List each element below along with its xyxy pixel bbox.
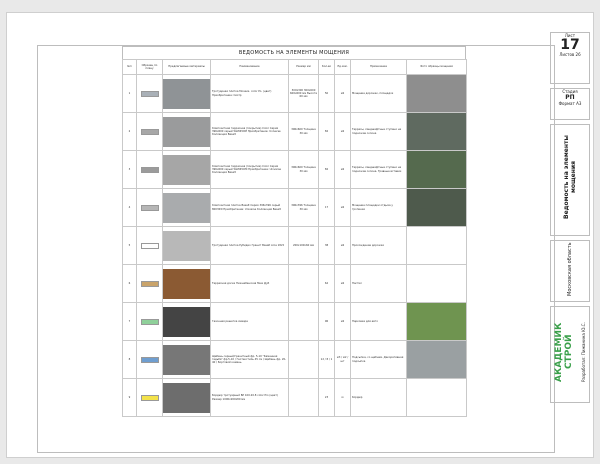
quantity: 62 <box>319 265 335 303</box>
row-number: 8 <box>123 341 137 379</box>
plan-swatch <box>141 205 159 211</box>
row-number: 6 <box>123 265 137 303</box>
plan-swatch-cell <box>137 151 163 189</box>
material-size <box>289 379 319 417</box>
paving-photo <box>407 151 466 188</box>
company-logo: АКАДЕМИК СТРОЙ <box>553 322 574 382</box>
material-size: 396х600 Толщина 30 мм <box>289 151 319 189</box>
material-sample-image <box>163 383 211 413</box>
row-number: 1 <box>123 75 137 113</box>
material-sample-cell <box>163 379 211 417</box>
note: Настил <box>351 265 407 303</box>
paving-photo-cell <box>407 265 467 303</box>
table-row <box>123 227 467 265</box>
paving-photo-cell <box>407 151 467 189</box>
quantity: 12 / 8 / 1 <box>319 341 335 379</box>
quantity: 23 <box>319 379 335 417</box>
company-cell <box>550 306 590 403</box>
paving-photo-cell <box>407 379 467 417</box>
paving-photo <box>407 75 466 112</box>
table-row <box>123 303 467 341</box>
schedule-table <box>122 59 467 417</box>
unit: м3 / м2 / шт <box>335 341 351 379</box>
table-row <box>123 341 467 379</box>
material-size: 300х300 300х600 600х600 мм Высота 60 мм <box>289 75 319 113</box>
unit: м2 <box>335 303 351 341</box>
quantity: 17 <box>319 189 335 227</box>
header-cell: Наименование <box>211 60 289 75</box>
material-sample-cell <box>163 189 211 227</box>
unit: м2 <box>335 227 351 265</box>
material-name: Тротуарная плитка Мозаик. color Ро. (цвет) Приобретение: Сиэтр <box>211 75 289 113</box>
unit: м2 <box>335 75 351 113</box>
material-name: Тротуарная плитка Рубидио Гранит Basalt Arce 18х5 <box>211 227 289 265</box>
header-cell: Предлагаемые материалы <box>163 60 211 75</box>
material-sample-cell <box>163 341 211 379</box>
material-sample-image <box>163 345 211 375</box>
stage-cell <box>550 88 590 120</box>
unit: м <box>335 379 351 417</box>
paving-photo-cell <box>407 75 467 113</box>
note: Подсыпка, со щебнем. Декоративная подсыпка <box>351 341 407 379</box>
header-cell: Размер мм <box>289 60 319 75</box>
sheets-count: Листов 26 <box>559 52 581 57</box>
paving-photo-cell <box>407 189 467 227</box>
paving-photo <box>407 113 466 150</box>
title-block <box>550 32 590 407</box>
note: Прохождение дорожки <box>351 227 407 265</box>
stage-label: Стадия <box>562 89 578 94</box>
table-row <box>123 151 467 189</box>
material-sample-cell <box>163 75 211 113</box>
stage-value: РП <box>565 94 575 101</box>
material-name: Террасная доска Нижнебенская Меж Дуб <box>211 265 289 303</box>
plan-swatch-cell <box>137 189 163 227</box>
quantity: 82 <box>319 151 335 189</box>
plan-swatch-cell <box>137 265 163 303</box>
unit: м2 <box>335 265 351 303</box>
material-name: Газонная решетка Аквара <box>211 303 289 341</box>
material-sample-cell <box>163 265 211 303</box>
table-header-row <box>123 60 467 75</box>
note: Парковка для авто <box>351 303 407 341</box>
note: Мощение дорожек, площадок <box>351 75 407 113</box>
sheet-label: Лист <box>564 33 576 38</box>
quantity: 38 <box>319 227 335 265</box>
doc-title-cell <box>550 124 590 236</box>
sheet-number-cell <box>550 32 590 84</box>
plan-swatch <box>141 243 159 249</box>
developer-text: Разработал: Пижанина Ю.С. <box>581 322 587 382</box>
plan-swatch <box>141 319 159 325</box>
quantity: 82 <box>319 113 335 151</box>
material-size <box>289 265 319 303</box>
note: Террасы, ландшафтные ступени на подножие склона. Травные вставки <box>351 151 407 189</box>
doc-title: Ведомость на элементы мощения <box>563 135 577 219</box>
material-name: Щебень серный/гранитный фр. 5-10 "Каменная гадьба" фр.5-10 / Геотекстиль 45 см / Щебень фр. 20-40 / Бортовой камень <box>211 341 289 379</box>
plan-swatch-cell <box>137 341 163 379</box>
plan-swatch <box>141 395 159 401</box>
plan-swatch-cell <box>137 113 163 151</box>
unit: м2 <box>335 113 351 151</box>
material-size: 200х100х60 мм <box>289 227 319 265</box>
plan-swatch-cell <box>137 75 163 113</box>
material-sample-image <box>163 307 211 337</box>
table-row <box>123 189 467 227</box>
sheet-number: 17 <box>560 37 580 53</box>
unit: м2 <box>335 151 351 189</box>
paving-photo-cell <box>407 227 467 265</box>
plan-swatch <box>141 129 159 135</box>
paving-schedule <box>122 46 466 414</box>
plan-swatch <box>141 167 159 173</box>
header-cell: Кол-во <box>319 60 335 75</box>
note: Террасы, ландшафтные ступени на подножие склона <box>351 113 407 151</box>
quantity: 96 <box>319 303 335 341</box>
unit: м2 <box>335 189 351 227</box>
note: бордюр <box>351 379 407 417</box>
material-sample-cell <box>163 303 211 341</box>
table-row <box>123 113 467 151</box>
note: Мощение площадки отдыха у тропинки <box>351 189 407 227</box>
plan-swatch-cell <box>137 303 163 341</box>
header-cell: Образец по плану <box>137 60 163 75</box>
material-sample-image <box>163 193 211 223</box>
format-label: Формат А3 <box>558 101 582 106</box>
plan-swatch <box>141 357 159 363</box>
paving-photo <box>407 189 466 226</box>
material-size: 396х600 Толщина 30 мм <box>289 113 319 151</box>
paving-photo <box>407 303 466 340</box>
material-name: Композитная плитка Basalt Серия 396х396 серый 8003Ф0 Приобретение: Universe Коллекция Basalt <box>211 189 289 227</box>
plan-swatch <box>141 281 159 287</box>
header-cell: Фото образцы мощения <box>407 60 467 75</box>
material-sample-cell <box>163 113 211 151</box>
row-number: 4 <box>123 189 137 227</box>
plan-swatch-cell <box>137 227 163 265</box>
paving-photo <box>407 227 466 264</box>
material-sample-image <box>163 269 211 299</box>
paving-photo <box>407 265 466 302</box>
material-sample-cell <box>163 227 211 265</box>
table-row <box>123 75 467 113</box>
material-size <box>289 303 319 341</box>
row-number: 3 <box>123 151 137 189</box>
header-cell: Ед.изм. <box>335 60 351 75</box>
material-sample-cell <box>163 151 211 189</box>
paving-photo <box>407 341 466 378</box>
header-cell: №п <box>123 60 137 75</box>
table-row <box>123 379 467 417</box>
table-row <box>123 265 467 303</box>
material-size: 396х396 Толщина 30 мм <box>289 189 319 227</box>
material-sample-image <box>163 231 211 261</box>
quantity: 50 <box>319 75 335 113</box>
row-number: 2 <box>123 113 137 151</box>
schedule-title: ВЕДОМОСТЬ НА ЭЛЕМЕНТЫ МОЩЕНИЯ <box>122 46 466 59</box>
row-number: 9 <box>123 379 137 417</box>
paving-photo-cell <box>407 341 467 379</box>
header-cell: Примечание <box>351 60 407 75</box>
material-sample-image <box>163 79 211 109</box>
paving-photo <box>407 379 466 416</box>
paving-photo-cell <box>407 303 467 341</box>
paving-photo-cell <box>407 113 467 151</box>
region-text: Московская область <box>567 242 573 296</box>
region-cell <box>550 240 590 302</box>
material-name: Композитная террасная (покрытие) Color Серия 396х600 серый 5ШЭ450М Приобретение: Universe Коллекция Basalt <box>211 113 289 151</box>
row-number: 7 <box>123 303 137 341</box>
material-size <box>289 341 319 379</box>
plan-swatch-cell <box>137 379 163 417</box>
material-name: Композитная террасная (покрытие) Color Серия 396х600 серый 5ШЭ45ОМ Приобретение: Universe Коллекция Basalt <box>211 151 289 189</box>
row-number: 5 <box>123 227 137 265</box>
material-sample-image <box>163 117 211 147</box>
plan-swatch <box>141 91 159 97</box>
material-sample-image <box>163 155 211 185</box>
material-name: Бордюр тротуарный БР 100.20.8 color Pro (цвет) Размер 1000х200х80 мм <box>211 379 289 417</box>
